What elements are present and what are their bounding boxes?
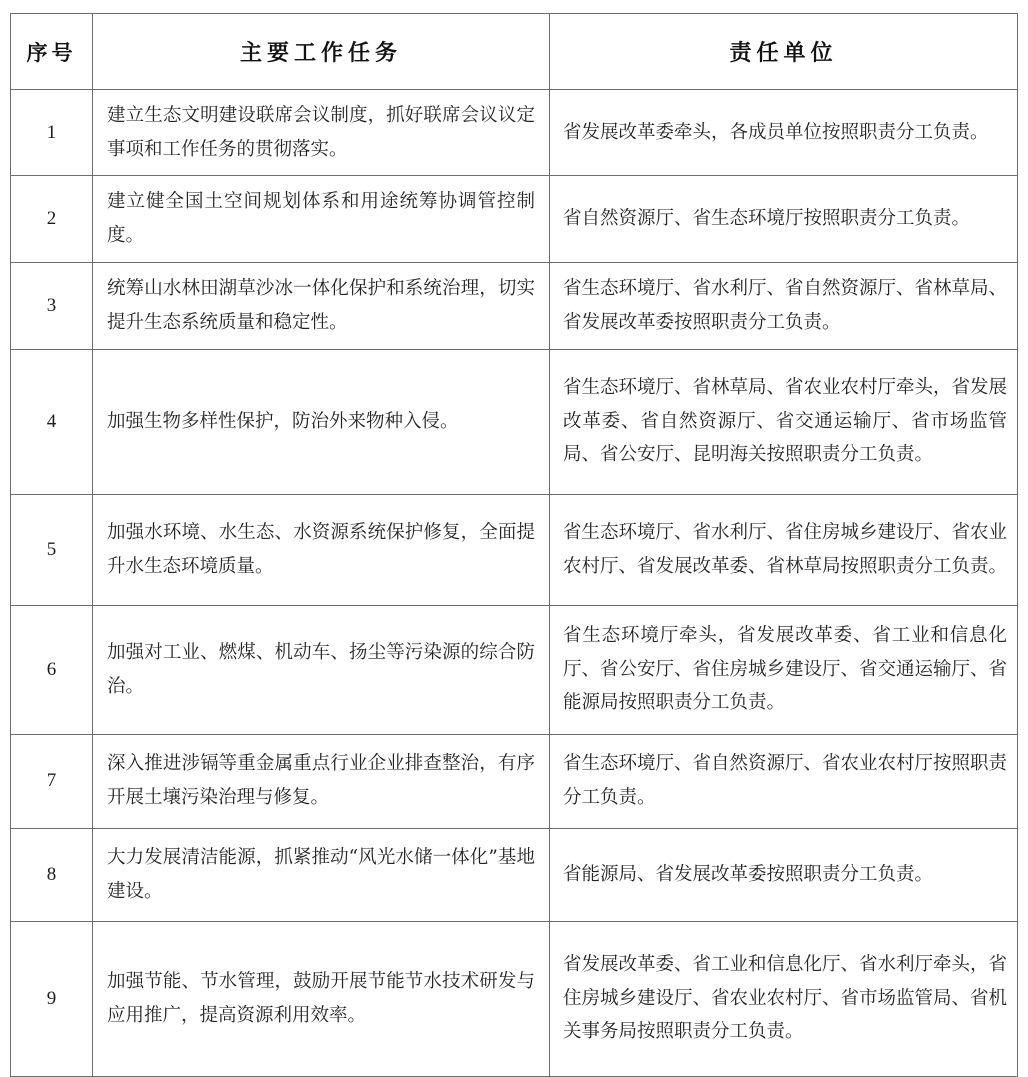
- row-owner-text: 省能源局、省发展改革委按照职责分工负责。: [550, 828, 1018, 921]
- row-owner-text: 省发展改革委牵头，各成员单位按照职责分工负责。: [550, 90, 1018, 176]
- row-owner-text: 省生态环境厅牵头，省发展改革委、省工业和信息化厅、省公安厅、省住房城乡建设厅、省交通运输厅、省能源局按照职责分工负责。: [550, 605, 1018, 734]
- row-task-text: 加强生物多样性保护，防治外来物种入侵。: [93, 349, 550, 494]
- row-task-text: 建立健全国土空间规划体系和用途统筹协调管控制度。: [93, 176, 550, 262]
- row-task-text: 大力发展清洁能源，抓紧推动“风光水储一体化”基地建设。: [93, 828, 550, 921]
- table-row: [11, 494, 1018, 605]
- table-row: [11, 605, 1018, 734]
- row-index: 7: [11, 734, 93, 828]
- table-body: [11, 90, 1018, 1077]
- row-index: 3: [11, 262, 93, 349]
- row-index: 2: [11, 176, 93, 262]
- table-header: [11, 14, 1018, 90]
- table-row: [11, 921, 1018, 1076]
- row-task-text: 统筹山水林田湖草沙冰一体化保护和系统治理，切实提升生态系统质量和稳定性。: [93, 262, 550, 349]
- row-owner-text: 省发展改革委、省工业和信息化厅、省水利厅牵头，省住房城乡建设厅、省农业农村厅、省市场监管局、省机关事务局按照职责分工负责。: [550, 921, 1018, 1076]
- row-task-text: 加强节能、节水管理，鼓励开展节能节水技术研发与应用推广，提高资源利用效率。: [93, 921, 550, 1076]
- table-row: [11, 349, 1018, 494]
- row-owner-text: 省生态环境厅、省水利厅、省自然资源厅、省林草局、省发展改革委按照职责分工负责。: [550, 262, 1018, 349]
- table-row: [11, 176, 1018, 262]
- row-owner-text: 省生态环境厅、省水利厅、省住房城乡建设厅、省农业农村厅、省发展改革委、省林草局按照职责分工负责。: [550, 494, 1018, 605]
- table-row: [11, 262, 1018, 349]
- table-row: [11, 90, 1018, 176]
- row-owner-text: 省生态环境厅、省自然资源厅、省农业农村厅按照职责分工负责。: [550, 734, 1018, 828]
- table-header-row: [11, 14, 1018, 90]
- row-index: 9: [11, 921, 93, 1076]
- table-row: [11, 734, 1018, 828]
- row-index: 4: [11, 349, 93, 494]
- row-index: 1: [11, 90, 93, 176]
- row-task-text: 加强水环境、水生态、水资源系统保护修复，全面提升水生态环境质量。: [93, 494, 550, 605]
- row-index: 5: [11, 494, 93, 605]
- row-owner-text: 省自然资源厅、省生态环境厅按照职责分工负责。: [550, 176, 1018, 262]
- row-task-text: 深入推进涉镉等重金属重点行业企业排查整治，有序开展土壤污染治理与修复。: [93, 734, 550, 828]
- work-task-table: [10, 13, 1018, 1077]
- row-index: 6: [11, 605, 93, 734]
- row-task-text: 建立生态文明建设联席会议制度，抓好联席会议议定事项和工作任务的贯彻落实。: [93, 90, 550, 176]
- row-task-text: 加强对工业、燃煤、机动车、扬尘等污染源的综合防治。: [93, 605, 550, 734]
- column-header-index: 序号: [11, 14, 93, 90]
- row-owner-text: 省生态环境厅、省林草局、省农业农村厅牵头，省发展改革委、省自然资源厅、省交通运输厅、省市场监管局、省公安厅、昆明海关按照职责分工负责。: [550, 349, 1018, 494]
- row-index: 8: [11, 828, 93, 921]
- column-header-owner: 责任单位: [550, 14, 1018, 90]
- column-header-task: 主要工作任务: [93, 14, 550, 90]
- table-row: [11, 828, 1018, 921]
